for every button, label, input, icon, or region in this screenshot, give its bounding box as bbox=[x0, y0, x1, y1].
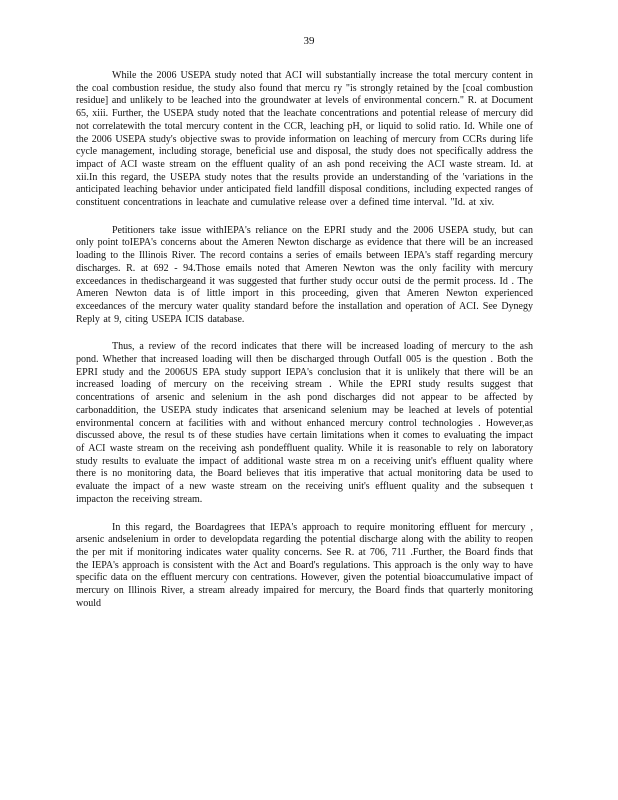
page-number: 39 bbox=[303, 35, 315, 47]
paragraph-usepa-study: While the 2006 USEPA study noted that ACI will substantially increase the total mercury content in the coal combustion residue, the study also found that mercu ry "is strongly retained by the [coal combustion residue] and unlikely to be leached into the groundwater at levels of environmental concern." R. at Document 65, xiii. Further, the USEPA study noted that the leachate concentrations and potential release of mercury did not correlatewith the total mercury content in the CCR, leaching pH, or liquid to solid ratio. Id. While one of the 2006 USEPA study's objective swas to provide information on leaching of mercury from CCRs during life cycle management, including storage, beneficial use and disposal, the study does not specifically address the impact of ACI waste stream on the effluent quality of an ash pond receiving the ACI waste stream. Id. at xii.In this regard, the USEPA study notes that the results provide an understanding of the 'variations in the anticipated leaching behavior under anticipated field landfill disposal conditions, including expected ranges of constituent concentrations in leachate and cumulative release over a defined time interval. "Id. at xiv. bbox=[76, 70, 533, 209]
body-text bbox=[76, 70, 533, 625]
paragraph-petitioners: Petitioners take issue withIEPA's reliance on the EPRI study and the 2006 USEPA study, but can only point toIEPA's concerns about the Ameren Newton discharge as evidence that there will be an increased loading to the Illinois River. The record contains a series of emails between IEPA's staff regarding mercury discharges. R. at 692 - 94.Those emails noted that Ameren Newton was the only facility with mercury exceedances in thedischargeand it was suggested that further study occur outsi de the permit process. Id . The Ameren Newton data is of little import in this proceeding, given that Ameren Newton experienced exceedances of the mercury water quality standard before the installation and operation of ACI. See Dynegy Reply at 9, citing USEPA ICIS database. bbox=[76, 224, 533, 325]
paragraph-board-agrees: In this regard, the Boardagrees that IEPA's approach to require monitoring effluent for mercury , arsenic andselenium in order to developdata regarding the potential discharge along with the ability to reopen the per mit if monitoring indicates water quality concerns. See R. at 706, 711 .Further, the Board finds that the IEPA's approach is consistent with the Act and Board's regulations. This approach is the only way to have specific data on the effluent mercury con centrations. However, given the potential bioaccumulative impact of mercury on Illinois River, a stream already impaired for mercury, the Board finds that quarterly monitoring would bbox=[76, 521, 533, 609]
paragraph-record-review: Thus, a review of the record indicates that there will be increased loading of mercury to the ash pond. Whether that increased loading will then be discharged through Outfall 005 is the question . Both the EPRI study and the 2006US EPA study support IEPA's conclusion that it is unlikely that there will be an increased loading of mercury on the receiving stream . While the EPRI study results suggest that concentrations of arsenic and selenium in the ash pond discharges did not appear to be affected by carbonaddition, the USEPA study indicates that arsenicand selenium may be leached at levels of potential environmental concern at facilities with and without enhanced mercury control technologies . However,as discussed above, the resul ts of these studies have certain limitations when it comes to evaluating the impact of ACI waste stream on the receiving ash pondeffluent quality. While it is reasonable to rely on laboratory study results to evaluate the impact of additional waste strea m on a receiving unit's effluent quality where there is no monitoring data, the Board believes that itis imperative that actual monitoring data be used to evaluate the impact of a new waste stream on the receiving unit's effluent quality and the subsequen t impacton the receiving stream. bbox=[76, 341, 533, 505]
